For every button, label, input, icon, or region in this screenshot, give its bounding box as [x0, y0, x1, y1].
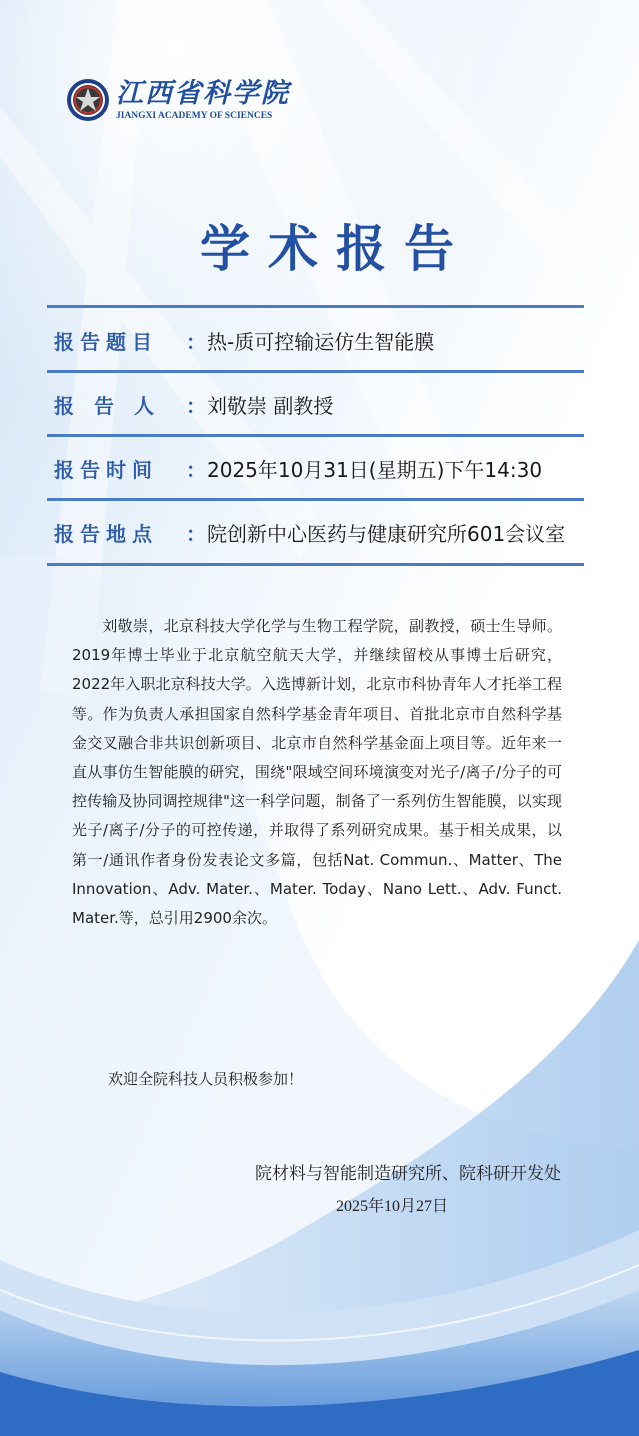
info-label: 报告题目: [54, 330, 158, 354]
info-row-time: [54, 450, 614, 490]
bio-text: 刘敬崇，北京科技大学化学与生物工程学院，副教授，硕士生导师。2019年博士毕业于北京航空航天大学，并继续留校从事博士后研究，2022年入职北京科技大学。入选博新计划，北京市科协青年人才托举工程等。作为负责人承担国家自然科学基金青年项目、首批北京市自然科学基金交叉融合非共识创新项目、北京市自然科学基金面上项目等。近年来一直从事仿生智能膜的研究，围绕"限域空间环境演变对光子/离子/分子的可控传输及协同调控规律"这一科学问题，制备了一系列仿生智能膜，以实现光子/离子/分子的可控传递，并取得了系列研究成果。基于相关成果，以第一/通讯作者身份发表论文多篇，包括Nat. Commun.、Matter、The Innovation、Adv. Mater.、Mater. Today、Nano Lett.、Adv. Funct. Mater.等，总引用2900余次。: [72, 617, 562, 928]
academy-emblem-icon: [66, 78, 110, 122]
info-row-location: [54, 514, 614, 554]
info-value: 刘敬崇 副教授: [207, 394, 334, 418]
info-colon: ：: [186, 394, 206, 418]
page-title: 学术报告: [200, 220, 472, 278]
info-colon: ：: [186, 522, 206, 546]
logo-chinese-name: 江西省科学院: [116, 78, 290, 109]
divider-line: [47, 305, 584, 308]
info-value: 热-质可控输运仿生智能膜: [207, 330, 435, 354]
info-label: 报告地点: [54, 522, 158, 546]
welcome-note: 欢迎全院科技人员积极参加！: [108, 1070, 304, 1088]
info-label: 报 告 人: [54, 394, 154, 418]
info-label: 报告时间: [54, 458, 158, 482]
info-row-speaker: [54, 386, 614, 426]
divider-line: [47, 498, 584, 501]
divider-line: [47, 563, 584, 566]
speaker-bio: [72, 612, 562, 933]
divider-line: [47, 434, 584, 437]
info-value: 院创新中心医药与健康研究所601会议室: [207, 522, 566, 546]
organizer: 院材料与智能制造研究所、院科研开发处: [255, 1164, 561, 1184]
divider-line: [47, 370, 584, 373]
info-colon: ：: [186, 458, 206, 482]
info-colon: ：: [186, 330, 206, 354]
institution-logo: [66, 78, 306, 126]
issue-date: 2025年10月27日: [336, 1198, 449, 1215]
logo-english-name: JIANGXI ACADEMY OF SCIENCES: [116, 111, 273, 121]
info-row-topic: [54, 322, 614, 362]
info-value: 2025年10月31日(星期五)下午14:30: [207, 458, 543, 482]
